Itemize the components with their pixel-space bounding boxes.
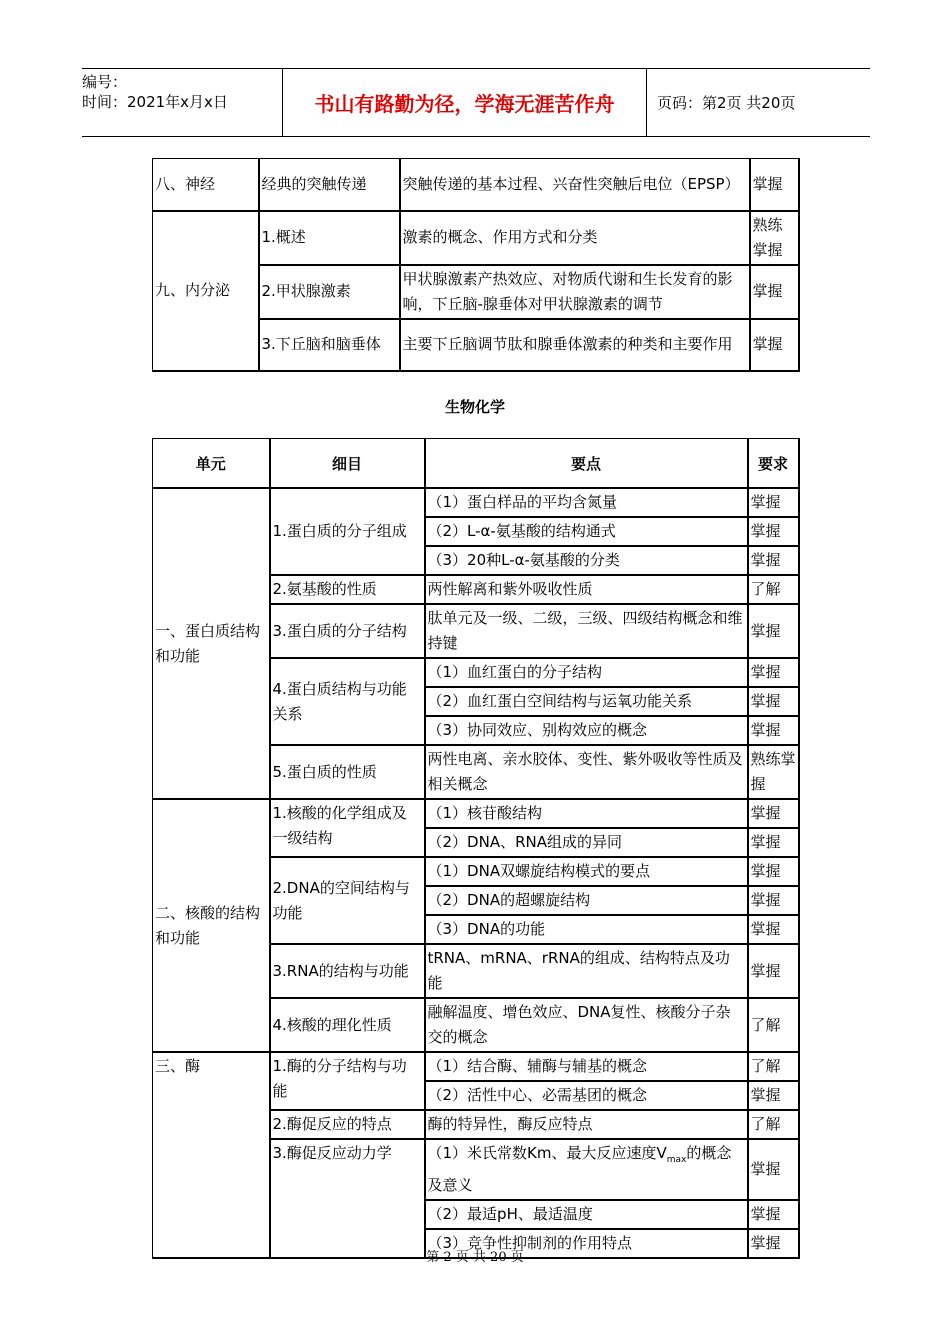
table-row	[153, 799, 799, 828]
header-requirement: 要求	[748, 439, 799, 489]
header-item: 细目	[270, 439, 425, 489]
point-cell: 两性解离和紫外吸收性质	[425, 575, 748, 604]
requirement-cell: 掌握	[750, 265, 799, 319]
unit-cell: 一、蛋白质结构和功能	[153, 488, 270, 799]
point-cell: 融解温度、增色效应、DNA复性、核酸分子杂交的概念	[425, 998, 748, 1052]
requirement-cell: 掌握	[748, 828, 799, 857]
requirement-cell: 掌握	[748, 546, 799, 575]
point-cell: 甲状腺激素产热效应、对物质代谢和生长发育的影响，下丘脑-腺垂体对甲状腺激素的调节	[400, 265, 750, 319]
item-cell: 1.酶的分子结构与功能	[270, 1052, 425, 1110]
unit-cell: 八、神经	[153, 159, 259, 211]
header-point: 要点	[425, 439, 748, 489]
point-cell: 突触传递的基本过程、兴奋性突触后电位（EPSP）	[400, 159, 750, 211]
requirement-cell: 掌握	[748, 886, 799, 915]
point-cell: （1）蛋白样品的平均含氮量	[425, 488, 748, 517]
header-unit: 单元	[153, 439, 270, 489]
point-text-a: （1）米氏常数Km、最大反应速度V	[427, 1144, 667, 1162]
table-row	[153, 159, 799, 211]
page-footer: 第 2 页 共 20 页	[426, 1250, 524, 1265]
requirement-cell: 掌握	[748, 517, 799, 546]
point-cell: tRNA、mRNA、rRNA的组成、结构特点及功能	[425, 944, 748, 998]
point-cell: （1）核苷酸结构	[425, 799, 748, 828]
point-cell: （3）协同效应、别构效应的概念	[425, 716, 748, 745]
header-time-label: 时间：2021年x月x日	[82, 93, 228, 111]
item-cell: 1.蛋白质的分子组成	[270, 488, 425, 575]
requirement-cell: 掌握	[748, 1229, 799, 1258]
point-cell: （2）L-α-氨基酸的结构通式	[425, 517, 748, 546]
requirement-cell: 掌握	[748, 488, 799, 517]
requirement-cell: 掌握	[748, 944, 799, 998]
point-cell: （3）竞争性抑制剂的作用特点	[425, 1229, 748, 1258]
item-cell: 3.RNA的结构与功能	[270, 944, 425, 998]
requirement-cell: 掌握	[748, 604, 799, 658]
requirement-cell: 掌握	[748, 687, 799, 716]
item-cell: 3.蛋白质的分子结构	[270, 604, 425, 658]
table-header-row	[153, 439, 799, 489]
header-number-label: 编号：	[82, 73, 128, 91]
unit-cell: 二、核酸的结构和功能	[153, 799, 270, 1052]
header-page-label: 页码：第2页 共20页	[657, 94, 796, 112]
point-cell: （3）20种L-α-氨基酸的分类	[425, 546, 748, 575]
point-cell: 酶的特异性，酶反应特点	[425, 1110, 748, 1139]
item-cell: 3.下丘脑和脑垂体	[259, 319, 400, 371]
item-cell: 2.酶促反应的特点	[270, 1110, 425, 1139]
item-cell: 1.核酸的化学组成及一级结构	[270, 799, 425, 857]
point-cell: 主要下丘脑调节肽和腺垂体激素的种类和主要作用	[400, 319, 750, 371]
point-cell: 两性电离、亲水胶体、变性、紫外吸收等性质及相关概念	[425, 745, 748, 799]
requirement-cell: 掌握	[750, 319, 799, 371]
requirement-cell: 了解	[748, 1110, 799, 1139]
item-cell: 4.蛋白质结构与功能关系	[270, 658, 425, 745]
requirement-cell: 掌握	[750, 159, 799, 211]
point-subscript: max	[666, 1155, 687, 1165]
header-meta	[82, 69, 283, 136]
point-cell: （2）血红蛋白空间结构与运氧功能关系	[425, 687, 748, 716]
unit-cell: 九、内分泌	[153, 211, 259, 371]
point-cell: （1）血红蛋白的分子结构	[425, 658, 748, 687]
unit-cell: 三、酶	[153, 1052, 270, 1258]
point-cell: （1）结合酶、辅酶与辅基的概念	[425, 1052, 748, 1081]
point-cell: （2）DNA的超螺旋结构	[425, 886, 748, 915]
item-cell: 2.氨基酸的性质	[270, 575, 425, 604]
requirement-cell: 掌握	[748, 1081, 799, 1110]
table-row	[153, 211, 799, 265]
header-motto: 书山有路勤为径，学海无涯苦作舟	[283, 69, 647, 136]
point-text-b: 的概念及意义	[427, 1144, 732, 1194]
point-cell: （2）DNA、RNA组成的异同	[425, 828, 748, 857]
biochemistry-table	[152, 438, 800, 1259]
point-cell: 激素的概念、作用方式和分类	[400, 211, 750, 265]
requirement-cell: 掌握	[748, 716, 799, 745]
item-cell: 3.酶促反应动力学	[270, 1139, 425, 1258]
requirement-cell: 了解	[748, 1052, 799, 1081]
requirement-cell: 了解	[748, 575, 799, 604]
table-row	[153, 1052, 799, 1081]
point-cell	[425, 1139, 748, 1200]
requirement-cell: 掌握	[748, 915, 799, 944]
point-cell: （2）最适pH、最适温度	[425, 1200, 748, 1229]
section-title: 生物化学	[444, 398, 505, 416]
requirement-cell: 掌握	[748, 857, 799, 886]
table-row	[153, 488, 799, 517]
requirement-cell: 掌握	[748, 1200, 799, 1229]
page-header	[82, 68, 870, 137]
point-cell: （2）活性中心、必需基团的概念	[425, 1081, 748, 1110]
requirement-cell: 掌握	[748, 1139, 799, 1200]
item-cell: 5.蛋白质的性质	[270, 745, 425, 799]
point-cell: （1）DNA双螺旋结构模式的要点	[425, 857, 748, 886]
physiology-table	[152, 158, 800, 372]
requirement-cell: 熟练掌握	[748, 745, 799, 799]
item-cell: 1.概述	[259, 211, 400, 265]
item-cell: 4.核酸的理化性质	[270, 998, 425, 1052]
item-cell: 2.DNA的空间结构与功能	[270, 857, 425, 944]
requirement-cell: 熟练掌握	[750, 211, 799, 265]
requirement-cell: 掌握	[748, 799, 799, 828]
requirement-cell: 了解	[748, 998, 799, 1052]
item-cell: 经典的突触传递	[259, 159, 400, 211]
requirement-cell: 掌握	[748, 658, 799, 687]
point-cell: 肽单元及一级、二级，三级、四级结构概念和维持键	[425, 604, 748, 658]
item-cell: 2.甲状腺激素	[259, 265, 400, 319]
point-cell: （3）DNA的功能	[425, 915, 748, 944]
